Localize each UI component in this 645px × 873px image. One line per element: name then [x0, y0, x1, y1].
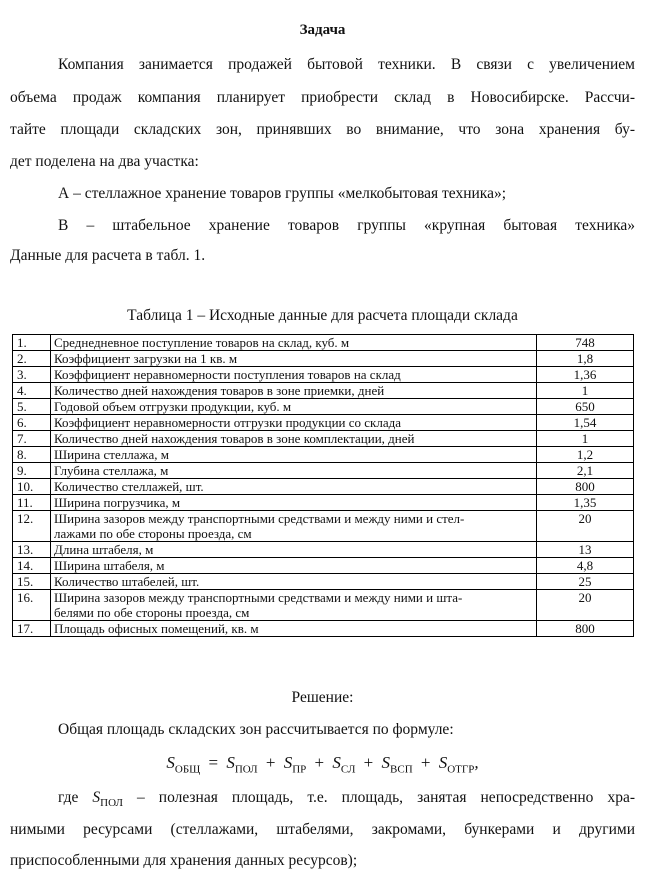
row-description: [51, 511, 537, 542]
table-row: [13, 463, 634, 479]
row-description: [51, 542, 537, 558]
row-description-line: Глубина стеллажа, м: [54, 463, 169, 478]
row-value: 650: [537, 399, 634, 415]
row-number: 8.: [13, 447, 51, 463]
row-value: 1,8: [537, 351, 634, 367]
row-description-line: Длина штабеля, м: [54, 542, 154, 557]
row-number: 5.: [13, 399, 51, 415]
row-description: [51, 399, 537, 415]
row-value: 800: [537, 479, 634, 495]
row-number: 3.: [13, 367, 51, 383]
formula-term-sub: ПОЛ: [234, 763, 258, 776]
formula-term-sub: ВСП: [390, 763, 413, 776]
row-description-line: Ширина погрузчика, м: [54, 495, 181, 510]
row-number: 4.: [13, 383, 51, 399]
row-number: 15.: [13, 574, 51, 590]
table-row: [13, 558, 634, 574]
row-number: 9.: [13, 463, 51, 479]
row-description-line: Площадь офисных помещений, кв. м: [54, 621, 259, 636]
row-description-line: Количество дней нахождения товаров в зоне приемки, дней: [54, 383, 385, 398]
row-number: 2.: [13, 351, 51, 367]
formula-plus: +: [314, 753, 325, 772]
table-row: [13, 431, 634, 447]
table-row: [13, 335, 634, 351]
intro-line-1: Компания занимается продажей бытовой техники. В связи с увеличением: [58, 56, 635, 73]
table-row: [13, 511, 634, 542]
formula-s: S: [283, 753, 293, 772]
row-number: 12.: [13, 511, 51, 542]
row-description-line: Коэффициент загрузки на 1 кв. м: [54, 351, 238, 366]
formula-term-sub: ПР: [292, 763, 307, 776]
row-description-line: Количество дней нахождения товаров в зоне комплектации, дней: [54, 431, 415, 446]
row-number: 7.: [13, 431, 51, 447]
row-description-line: Количество штабелей, шт.: [54, 574, 200, 589]
table-row: [13, 495, 634, 511]
table-row: [13, 621, 634, 637]
row-description: [51, 558, 537, 574]
row-description: [51, 383, 537, 399]
formula-plus: +: [420, 753, 431, 772]
row-number: 17.: [13, 621, 51, 637]
row-description: [51, 463, 537, 479]
table-row: [13, 574, 634, 590]
row-description-line: Ширина штабеля, м: [54, 558, 165, 573]
row-value: 4,8: [537, 558, 634, 574]
data-reference: Данные для расчета в табл. 1.: [10, 247, 206, 264]
table-row: [13, 590, 634, 621]
row-value: 2,1: [537, 463, 634, 479]
row-description-line: Ширина стеллажа, м: [54, 447, 169, 462]
row-number: 6.: [13, 415, 51, 431]
formula-lhs-sub: ОБЩ: [174, 763, 201, 776]
row-value: 1,54: [537, 415, 634, 431]
table-row: [13, 415, 634, 431]
formula-intro: Общая площадь складских зон рассчитывается по формуле:: [58, 721, 454, 738]
table-body: [13, 335, 634, 637]
row-value: 13: [537, 542, 634, 558]
row-value: 1,2: [537, 447, 634, 463]
row-value: 25: [537, 574, 634, 590]
formula-s: S: [226, 753, 235, 772]
row-description: [51, 335, 537, 351]
where-line-1: [58, 788, 635, 813]
formula-s: S: [166, 753, 175, 772]
solution-heading: Решение:: [291, 689, 354, 706]
task-heading: Задача: [299, 22, 346, 38]
where-var-sub: ПОЛ: [100, 797, 123, 810]
row-description: [51, 590, 537, 621]
row-value: 1: [537, 383, 634, 399]
row-value: 1,36: [537, 367, 634, 383]
row-description-line: Ширина зазоров между транспортными средствами и между ними и шта-: [54, 590, 463, 605]
row-description-line: Количество стеллажей, шт.: [54, 479, 204, 494]
formula-term-sub: СЛ: [340, 763, 356, 776]
table-row: [13, 383, 634, 399]
row-number: 13.: [13, 542, 51, 558]
table-row: [13, 367, 634, 383]
total-area-formula: [0, 752, 645, 780]
row-description-line: белями по обе стороны проезда, см: [54, 605, 250, 620]
row-value: 800: [537, 621, 634, 637]
row-description: [51, 431, 537, 447]
row-description-line: Годовой объем отгрузки продукции, куб. м: [54, 399, 292, 414]
formula-s: S: [332, 753, 341, 772]
formula-term-sub: ОТГР: [447, 763, 475, 776]
row-description: [51, 574, 537, 590]
row-value: 20: [537, 511, 634, 542]
item-b: В – штабельное хранение товаров группы «крупная бытовая техника»: [58, 217, 635, 234]
source-data-table: [12, 334, 634, 637]
row-value: 1,35: [537, 495, 634, 511]
row-description: [51, 495, 537, 511]
row-number: 14.: [13, 558, 51, 574]
row-description: [51, 447, 537, 463]
row-description: [51, 351, 537, 367]
where-prefix: где: [58, 789, 93, 806]
row-description-line: Коэффициент неравномерности поступления товаров на склад: [54, 367, 401, 382]
item-a: А – стеллажное хранение товаров группы «мелкобытовая техника»;: [58, 185, 507, 202]
row-description: [51, 479, 537, 495]
row-description-line: Коэффициент неравномерности отгрузки продукции со склада: [54, 415, 401, 430]
row-number: 11.: [13, 495, 51, 511]
table-row: [13, 479, 634, 495]
where-var: S: [92, 789, 101, 806]
formula-end: ,: [474, 753, 479, 772]
formula-s: S: [438, 753, 448, 772]
table-row: [13, 399, 634, 415]
row-number: 10.: [13, 479, 51, 495]
row-description-line: лажами по обе стороны проезда, см: [54, 526, 252, 541]
row-description-line: Ширина зазоров между транспортными средствами и между ними и стел-: [54, 511, 465, 526]
row-description: [51, 621, 537, 637]
table-caption: Таблица 1 – Исходные данные для расчета площади склада: [127, 307, 518, 324]
table-row: [13, 447, 634, 463]
row-number: 16.: [13, 590, 51, 621]
formula-plus: +: [363, 753, 374, 772]
formula-plus: +: [265, 753, 276, 772]
row-value: 1: [537, 431, 634, 447]
row-value: 20: [537, 590, 634, 621]
intro-line-4: дет поделена на два участка:: [10, 153, 199, 170]
intro-line-3: тайте площади складских зон, принявших во внимание, что зона хранения бу-: [10, 121, 635, 138]
formula-s: S: [381, 753, 391, 772]
row-description: [51, 367, 537, 383]
where-line-2: нимыми ресурсами (стеллажами, штабелями, закромами, бункерами и другими: [10, 821, 635, 838]
formula-eq: =: [208, 753, 219, 772]
where-text-1: – полезная площадь, т.е. площадь, занятая непосредственно хра-: [122, 789, 635, 806]
table-row: [13, 542, 634, 558]
intro-line-2: объема продаж компания планирует приобрести склад в Новосибирске. Рассчи-: [10, 89, 635, 106]
row-number: 1.: [13, 335, 51, 351]
row-description-line: Среднедневное поступление товаров на склад, куб. м: [54, 335, 350, 350]
where-line-3: приспособленными для хранения данных ресурсов);: [10, 852, 358, 869]
table-row: [13, 351, 634, 367]
row-description: [51, 415, 537, 431]
row-value: 748: [537, 335, 634, 351]
